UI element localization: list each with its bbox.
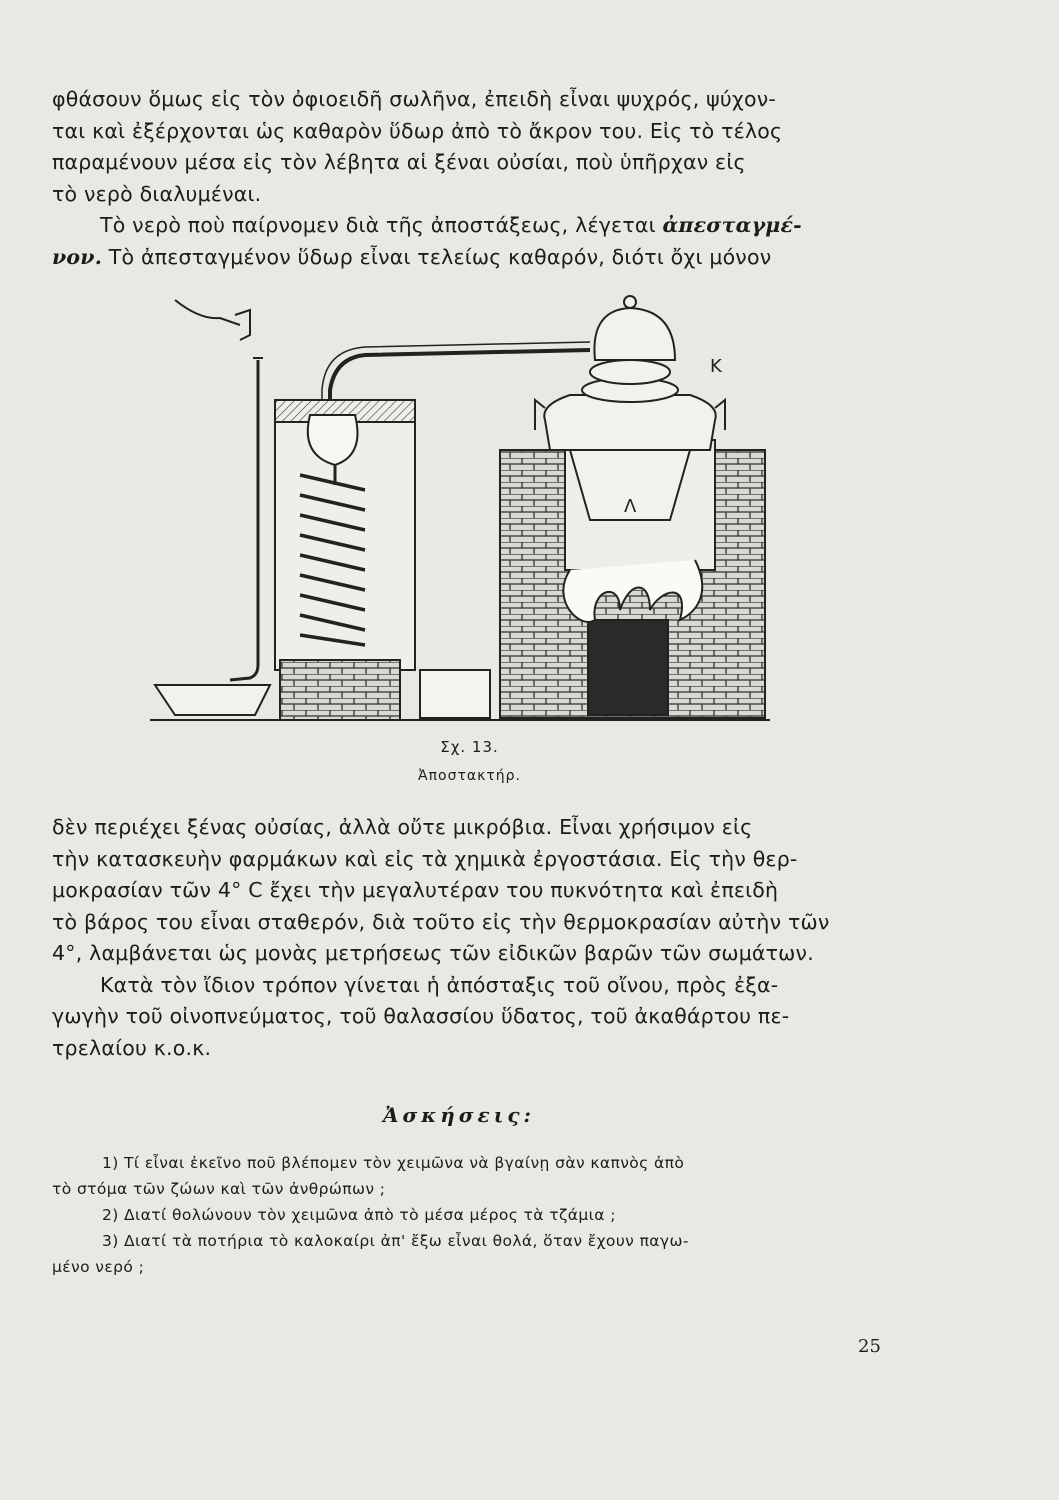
text-line: δὲν περιέχει ξένας οὐσίας, ἀλλὰ οὔτε μικρόβια. Εἶναι χρήσιμον εἰς [52,815,753,839]
text-line [52,242,884,274]
paragraph-bottom [52,812,884,1064]
exercise-line: 3) Διατί τὰ ποτήρια τὸ καλοκαίρι ἀπ' ἔξω εἶναι θολά, ὅταν ἔχουν παγω- [102,1232,689,1250]
text-line: τὸ νερὸ διαλυμέναι. [52,181,262,206]
text-line: 4°, λαμβάνεται ὡς μονὰς μετρήσεως τῶν εἰδικῶν βαρῶν τῶν σωμάτων. [52,941,814,965]
exercise-line: τὸ στόμα τῶν ζώων καὶ τῶν ἀνθρώπων ; [52,1180,386,1198]
exercises-heading: Ἀσκήσεις: [383,1103,535,1127]
text-line: φθάσουν ὅμως εἰς τὸν ὀφιοειδῆ σωλῆνα, ἐπειδὴ εἶναι ψυχρός, ψύχον- [52,87,776,111]
text-span: Τὸ νερὸ ποὺ παίρνομεν διὰ τῆς ἀποστάξεως, λέγεται [100,213,663,237]
water-tap [175,300,250,340]
text-line: μοκρασίαν τῶν 4° C ἔχει τὴν μεγαλυτέραν του πυκνότητα καὶ ἐπειδὴ [52,878,779,902]
support-block [420,670,490,718]
text-line: γωγὴν τοῦ οἰνοπνεύματος, τοῦ θαλασσίου ὕδατος, τοῦ ἀκαθάρτου πε- [52,1004,790,1028]
exercise-line: 2) Διατί θολώνουν τὸν χειμῶνα ἀπὸ τὸ μέσα μέρος τὰ τζάμια ; [102,1206,616,1224]
term-distilled: ἀπεσταγμέ- [662,213,802,237]
text-line [52,210,884,242]
text-line: παραμένουν μέσα εἰς τὸν λέβητα αἱ ξέναι οὐσίαι, ποὺ ὑπῆρχαν εἰς [52,150,746,174]
text-line: τρελαίου κ.ο.κ. [52,1035,212,1060]
text-line: τὴν κατασκευὴν φαρμάκων καὶ εἰς τὰ χημικὰ ἐργοστάσια. Εἰς τὴν θερ- [52,846,798,871]
figure-caption-title: Ἀποστακτήρ. [418,768,521,784]
exercises-list [52,1150,892,1280]
collection-bowl [155,685,270,715]
paragraph-top [52,84,884,273]
exercise-line: μένο νερό ; [52,1258,145,1276]
text-span: Τὸ ἀπεσταγμένον ὕδωρ εἶναι τελείως καθαρόν, διότι ὄχι μόνον [102,244,772,269]
exercise-line: 1) Τί εἶναι ἐκεῖνο ποῦ βλέπομεν τὸν χειμῶνα νὰ βγαίνῃ σὰν καπνὸς ἀπὸ [102,1154,685,1172]
page-number: 25 [858,1336,881,1357]
label-k: Κ [710,356,722,377]
text-line: Κατὰ τὸν ἴδιον τρόπον γίνεται ἡ ἀπόσταξις τοῦ οἴνου, πρὸς ἐξα- [100,972,779,997]
text-line: ται καὶ ἐξέρχονται ὡς καθαρὸν ὕδωρ ἀπὸ τὸ ἄκρον του. Εἰς τὸ τέλος [52,118,783,143]
text-line: τὸ βάρος του εἶναι σταθερόν, διὰ τοῦτο εἰς τὴν θερμοκρασίαν αὐτὴν τῶν [52,909,830,934]
condenser-tank [230,358,415,720]
still-illustration [150,290,790,730]
label-l: Λ [624,496,637,517]
figure-caption-number: Σχ. 13. [440,738,499,756]
term-distilled-end: νον. [52,244,103,269]
